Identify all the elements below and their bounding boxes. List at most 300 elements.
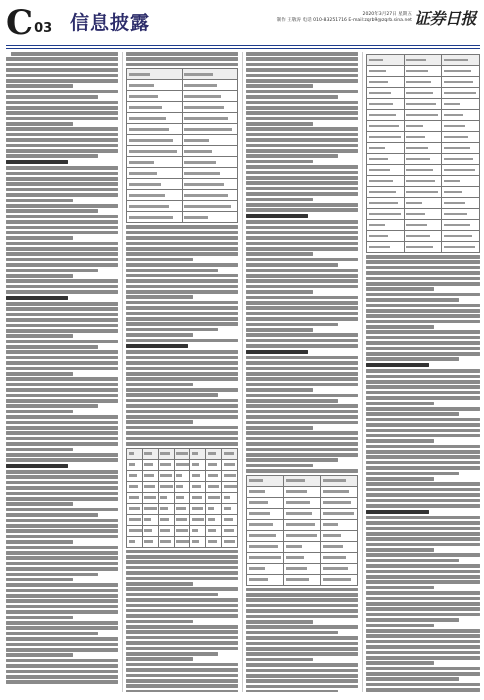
text-line [6,79,118,83]
text-line [246,394,358,398]
table-cell [284,563,321,574]
table-cell [174,514,190,525]
table-cell [367,154,405,165]
table-cell [442,66,480,77]
table-cell [367,66,405,77]
data-table [126,448,238,548]
table-cell [321,574,358,585]
text-line [6,84,73,88]
table-cell [367,99,405,110]
table-cell [190,525,206,536]
text-line [6,361,118,365]
text-line [126,317,238,321]
table-cell [222,459,238,470]
table-row [367,187,480,198]
table-cell [404,242,442,253]
table-cell [404,198,442,209]
section-title: 信息披露 [70,12,151,34]
text-line [246,367,358,371]
text-line [246,679,358,683]
text-line [366,255,480,259]
table-cell [367,88,405,99]
text-line [126,252,238,256]
text-line [246,642,358,646]
text-line [246,636,358,640]
text-line [126,328,218,332]
table-cell [367,209,405,220]
table-row [127,514,238,525]
text-line [246,144,358,148]
text-column-3 [246,52,358,692]
article-body [6,52,480,692]
text-line [6,318,118,322]
text-line [6,133,118,137]
table-cell [127,190,183,201]
text-line [246,203,358,207]
text-line [126,668,238,672]
text-line [246,236,358,240]
text-line [366,634,480,638]
table-row [367,165,480,176]
table-row [127,124,238,135]
text-line [126,57,238,61]
text-line [6,242,118,246]
text-line [126,306,238,310]
table-cell [190,448,206,459]
table-cell [222,536,238,547]
table-cell [442,231,480,242]
text-line [6,350,118,354]
text-line [6,426,118,430]
table-cell [247,475,284,486]
text-line [126,279,238,283]
table-cell [222,470,238,481]
text-line [6,648,118,652]
text-line [126,258,193,262]
table-cell [142,514,158,525]
table-cell [404,231,442,242]
text-line [126,674,238,678]
text-line [6,172,118,176]
text-line [366,402,434,406]
text-line [246,652,358,656]
text-line [246,285,358,289]
text-line [366,613,480,617]
text-line [246,290,313,294]
text-line [366,455,480,459]
text-line [126,593,218,597]
text-line [6,329,118,333]
text-line [126,679,238,683]
table-row [367,176,480,187]
table-row [127,470,238,481]
table-cell [442,209,480,220]
table-row [247,508,358,519]
table-cell [158,492,174,503]
text-line [6,68,118,72]
text-line [6,334,73,338]
text-line [366,667,480,671]
text-line [366,677,459,681]
table-cell [206,481,222,492]
table-cell [442,176,480,187]
text-line [246,631,338,635]
text-line [366,640,480,644]
text-line [6,127,118,131]
text-line [6,442,118,446]
text-line [366,472,459,476]
table-cell [284,486,321,497]
table-cell [182,113,238,124]
table-cell [174,492,190,503]
table-cell [127,69,183,80]
text-line [246,149,358,153]
text-line [126,404,238,408]
text-line [366,266,480,270]
table-cell [174,503,190,514]
meta-date: 2020年3月27日 星期五 [362,12,412,17]
text-line [6,199,73,203]
table-row [127,102,238,113]
text-line [366,423,480,427]
text-line [6,356,118,360]
table-cell [284,519,321,530]
text-line [366,260,480,264]
text-line [126,274,238,278]
text-line [366,672,480,676]
text-line [246,312,358,316]
text-line [126,636,238,640]
text-line [6,149,118,153]
table-cell [190,536,206,547]
text-line [246,208,358,212]
table-cell [158,470,174,481]
table-row [367,110,480,121]
text-line [6,621,118,625]
text-line [126,431,238,435]
text-line [246,421,358,425]
table-cell [321,552,358,563]
table-cell [247,486,284,497]
text-line [6,106,118,110]
table-cell [284,552,321,563]
table-cell [174,481,190,492]
table-row [367,242,480,253]
table-cell [404,77,442,88]
table-cell [127,102,183,113]
text-line [366,482,480,486]
text-line [246,426,313,430]
text-line [6,573,98,577]
text-line [366,271,480,275]
text-line [6,204,118,208]
text-line [6,583,118,587]
table-row [247,541,358,552]
text-line [6,74,118,78]
text-line [246,52,358,56]
table-cell [206,514,222,525]
text-line [246,598,358,602]
text-line [366,553,480,557]
text-line [6,377,118,381]
table-cell [442,121,480,132]
text-line [6,231,118,235]
text-line [126,295,193,299]
text-line [6,670,118,674]
text-line [366,586,434,590]
text-line [366,602,480,606]
text-line [6,117,118,121]
text-line [246,647,358,651]
table-cell [174,470,190,481]
text-line [126,367,238,371]
table-cell [158,514,174,525]
text-line [6,626,118,630]
table-cell [222,503,238,514]
text-line [6,556,118,560]
text-line [126,269,218,273]
text-line [126,555,238,559]
text-line [246,469,358,473]
subheading-line [6,160,68,164]
text-line [6,209,98,213]
text-line [246,263,338,267]
text-line [6,367,118,371]
table-cell [127,470,143,481]
text-line [366,683,480,687]
subheading-line [366,363,429,367]
text-line [6,101,118,105]
text-line [6,285,118,289]
text-line [126,350,238,354]
text-line [366,336,480,340]
text-line [366,287,434,291]
text-line [246,377,358,381]
table-cell [247,508,284,519]
text-line [126,339,238,343]
text-line [126,620,193,624]
table-row [247,486,358,497]
table-cell [127,124,183,135]
text-line [246,90,358,94]
table-cell [222,525,238,536]
table-cell [182,124,238,135]
table-cell [222,492,238,503]
text-line [126,301,238,305]
table-cell [442,132,480,143]
text-line [246,431,358,435]
table-cell [404,154,442,165]
text-line [246,669,358,673]
text-line [6,551,118,555]
table-row [127,168,238,179]
text-line [366,656,480,660]
text-line [366,516,480,520]
table-cell [284,541,321,552]
text-line [246,198,313,202]
table-cell [182,179,238,190]
text-line [6,258,118,262]
text-line [126,361,238,365]
table-cell [182,212,238,223]
table-cell [367,110,405,121]
table-cell [206,459,222,470]
table-cell [182,102,238,113]
text-line [6,589,118,593]
text-line [366,320,480,324]
table-row [127,146,238,157]
table-cell [321,541,358,552]
text-line [6,63,118,67]
table-row [127,459,238,470]
text-line [6,57,118,61]
text-line [126,52,238,56]
table-row [367,121,480,132]
text-line [366,357,459,361]
text-line [246,383,358,387]
text-line [126,420,193,424]
text-line [6,279,118,283]
table-cell [442,99,480,110]
text-line [366,629,480,633]
text-line [126,312,238,316]
text-line [6,448,73,452]
text-line [6,616,73,620]
text-line [246,258,358,262]
table-cell [182,69,238,80]
table-cell [222,481,238,492]
text-line [246,301,358,305]
table-cell [127,514,143,525]
table-cell [142,448,158,459]
text-line [366,466,480,470]
text-line [366,369,480,373]
text-line [246,68,358,72]
table-row [367,231,480,242]
table-row [127,201,238,212]
text-line [126,663,238,667]
text-line [246,181,358,185]
table-cell [247,552,284,563]
table-cell [127,481,143,492]
table-cell [142,481,158,492]
table-cell [367,220,405,231]
text-line [366,439,434,443]
text-line [366,325,434,329]
table-cell [321,530,358,541]
text-line [6,594,118,598]
table-row [127,179,238,190]
table-cell [174,525,190,536]
table-cell [190,492,206,503]
table-cell [190,470,206,481]
text-line [126,236,238,240]
text-line [246,356,358,360]
text-line [246,79,358,83]
table-cell [190,481,206,492]
text-line [246,226,358,230]
table-cell [127,448,143,459]
text-line [366,341,480,345]
text-line [366,570,480,574]
text-line [6,653,73,657]
text-line [246,317,358,321]
table-cell [284,530,321,541]
text-line [126,399,238,403]
table-cell [247,541,284,552]
text-line [6,302,118,306]
table-row [127,157,238,168]
table-cell [247,574,284,585]
text-line [246,593,358,597]
table-cell [206,448,222,459]
table-cell [404,88,442,99]
text-line [6,388,118,392]
table-cell [442,110,480,121]
table-cell [206,470,222,481]
text-line [246,171,358,175]
text-line [246,101,358,105]
text-line [366,537,480,541]
text-line [126,242,238,246]
text-line [126,322,238,326]
text-line [366,277,480,281]
table-cell [442,143,480,154]
text-line [246,674,358,678]
text-line [6,492,118,496]
table-cell [127,503,143,514]
table-row [367,209,480,220]
table-cell [404,209,442,220]
table-cell [127,168,183,179]
text-line [126,231,238,235]
table-cell [158,459,174,470]
table-cell [247,497,284,508]
table-row [367,88,480,99]
text-line [366,548,434,552]
text-line [126,641,238,645]
page-letter: C [6,3,34,43]
table-cell [442,220,480,231]
masthead-logo: 证券日报 [414,9,477,28]
table-cell [127,536,143,547]
text-line [366,527,480,531]
text-line [6,263,118,267]
text-line [366,304,480,308]
text-line [6,562,118,566]
text-line [6,345,98,349]
table-row [247,552,358,563]
text-line [366,380,480,384]
text-line [366,298,459,302]
table-row [127,91,238,102]
table-cell [404,187,442,198]
text-line [6,220,118,224]
table-row [127,113,238,124]
table-cell [367,121,405,132]
text-line [6,529,118,533]
text-line [246,415,358,419]
text-line [6,215,118,219]
text-line [6,513,98,517]
text-line [366,330,480,334]
text-line [246,252,313,256]
table-cell [222,448,238,459]
text-line [366,450,480,454]
table-cell [284,574,321,585]
text-line [6,637,118,641]
table-cell [367,242,405,253]
